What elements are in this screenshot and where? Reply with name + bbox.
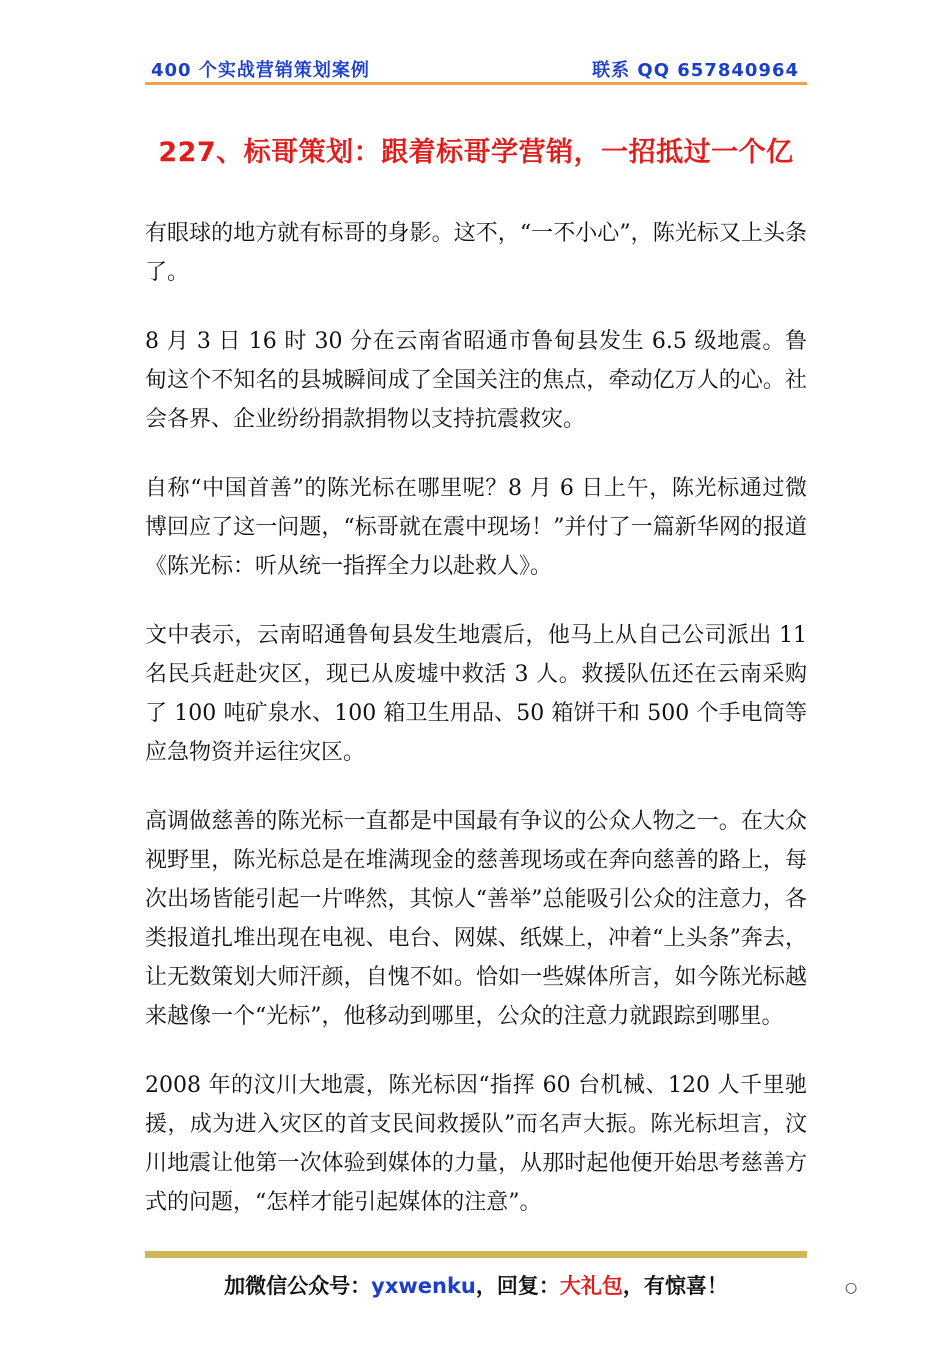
footer-suffix: ，有惊喜！ bbox=[622, 1274, 728, 1298]
header-divider bbox=[145, 82, 807, 85]
paragraph: 8 月 3 日 16 时 30 分在云南省昭通市鲁甸县发生 6.5 级地震。鲁甸这个不知名的县城瞬间成了全国关注的焦点，牵动亿万人的心。社会各界、企业纷纷捐款捐物以支持抗震救灾。 bbox=[145, 329, 807, 432]
footer-prefix: 加微信公众号： bbox=[224, 1274, 372, 1298]
footer-promo bbox=[145, 1270, 807, 1300]
header-series-title: 400 个实战营销策划案例 bbox=[151, 60, 370, 81]
footer-middle: ，回复： bbox=[475, 1274, 560, 1298]
paragraph: 2008 年的汶川大地震，陈光标因“指挥 60 台机械、120 人千里驰援，成为进入灾区的首支民间救援队”而名声大振。陈光标坦言，汶川地震让他第一次体验到媒体的力量，从那时起他便开始思考慈善方式的问题，“怎样才能引起媒体的注意”。 bbox=[145, 1073, 807, 1215]
article-title: 227、标哥策划：跟着标哥学营销，一招抵过一个亿 bbox=[158, 137, 794, 168]
page-mark: ○ bbox=[845, 1280, 858, 1296]
header-contact: 联系 QQ 657840964 bbox=[592, 60, 799, 81]
paragraph: 文中表示，云南昭通鲁甸县发生地震后，他马上从自己公司派出 11 名民兵赶赴灾区，现已从废墟中救活 3 人。救援队伍还在云南采购了 100 吨矿泉水、100 箱卫生用品、50 箱饼干和 500 个手电筒等应急物资并运往灾区。 bbox=[145, 623, 807, 765]
footer-keyword: 大礼包 bbox=[559, 1274, 623, 1298]
page-header bbox=[145, 52, 805, 80]
footer-divider bbox=[145, 1251, 807, 1258]
footer-account: yxwenku bbox=[371, 1274, 476, 1298]
article-body bbox=[145, 214, 807, 1252]
paragraph: 高调做慈善的陈光标一直都是中国最有争议的公众人物之一。在大众视野里，陈光标总是在堆满现金的慈善现场或在奔向慈善的路上，每次出场皆能引起一片哗然，其惊人“善举”总能吸引公众的注意力，各类报道扎堆出现在电视、电台、网媒、纸媒上，冲着“上头条”奔去，让无数策划大师汗颜，自愧不如。恰如一些媒体所言，如今陈光标越来越像一个“光标”，他移动到哪里，公众的注意力就跟踪到哪里。 bbox=[145, 809, 807, 1029]
paragraph: 有眼球的地方就有标哥的身影。这不，“一不小心”，陈光标又上头条了。 bbox=[145, 221, 807, 285]
paragraph: 自称“中国首善”的陈光标在哪里呢？8 月 6 日上午，陈光标通过微博回应了这一问题，“标哥就在震中现场！”并付了一篇新华网的报道《陈光标：听从统一指挥全力以赴救人》。 bbox=[145, 476, 807, 579]
